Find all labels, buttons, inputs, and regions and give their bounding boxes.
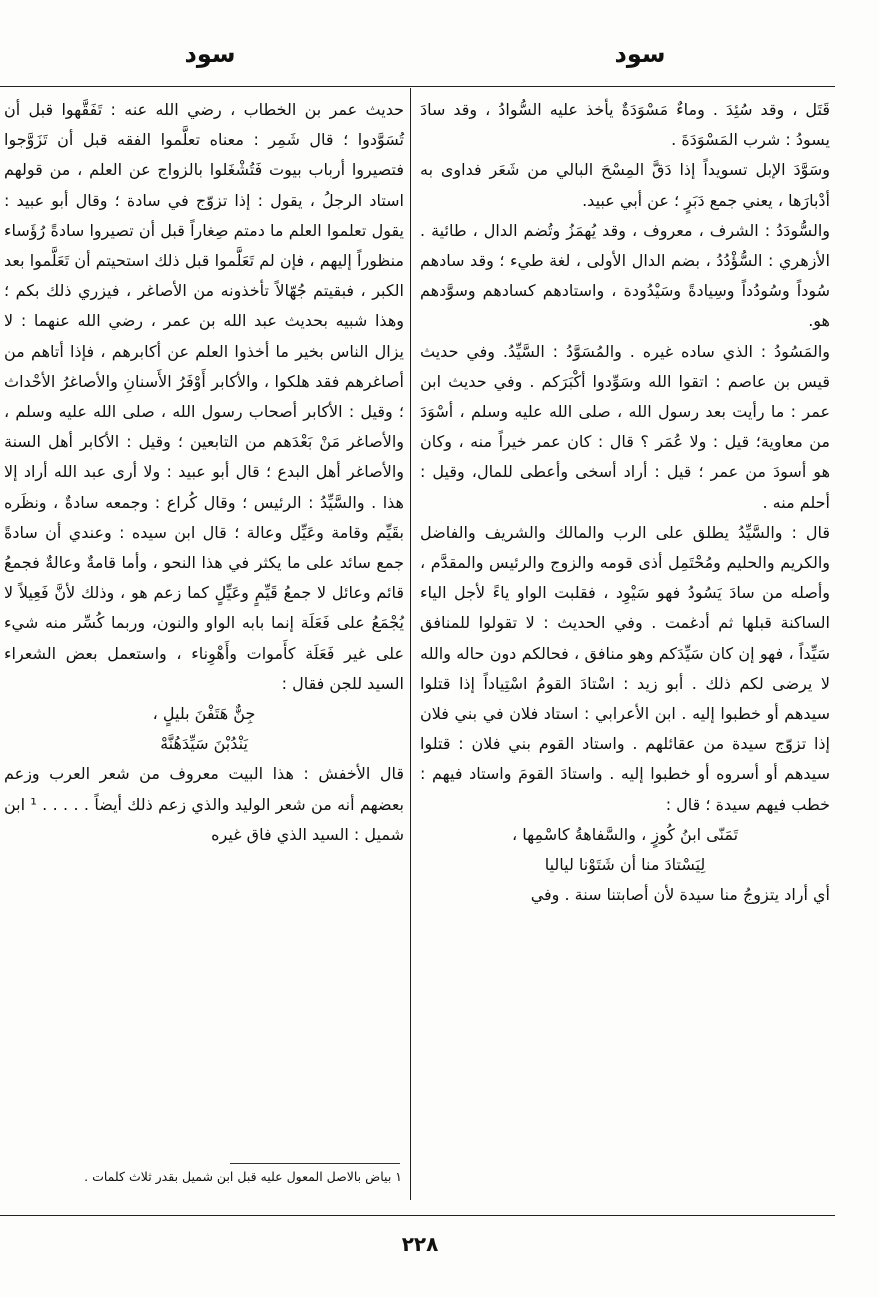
verse-line: يَنْدُبْنَ سَيِّدَهُنَّهْ bbox=[160, 734, 248, 754]
right-column bbox=[420, 95, 830, 910]
verse-line: تَمَنّى ابنُ كُوزٍ ، والسَّفاهةُ كاسْمِها ، bbox=[511, 824, 739, 844]
column-divider bbox=[410, 88, 411, 1200]
verse-line: لِيَسْتادَ منا أن شَتَوْنا لياليا bbox=[544, 855, 706, 875]
paragraph: قَتَل ، وقد سُئِدَ . وماءٌ مَسْوَدَةٌ يأخذ عليه السُّوادُ ، وقد سادَ يسودُ : شرب المَسْوَدَةَ . bbox=[420, 100, 830, 150]
paragraph: أي أراد يتزوجُ منا سيدة لأن أصابتنا سنة . وفي bbox=[530, 885, 830, 905]
paragraph: قال الأخفش : هذا البيت معروف من شعر العرب وزعم بعضهم أنه من شعر الوليد والذي زعم ذلك أيضاً . . . . . ¹ ابن شميل : السيد الذي فاق غيره bbox=[4, 764, 404, 844]
header-rule bbox=[0, 86, 835, 87]
verse-line: جِنٌّ هَتَفْنَ بليلٍ ، bbox=[152, 704, 256, 724]
paragraph: قال : والسَّيِّدُ يطلق على الرب والمالك والشريف والفاضل والكريم والحليم ومُحْتَمِل أذى قومه والزوج والرئيس والمقدَّم ، وأصله من سادَ يَسُودُ فهو سَيْوِد ، فقلبت الواو ياءً لأجل الياء الساكنة قبلها ثم أدغمت . وفي الحديث : لا تقولوا للمنافق سَيِّداً ، فهو إن كان سَيِّدَكم وهو منافق ، فحالكم دون حاله والله لا يرضى لكم ذلك . أبو زيد : اسْتادَ القومُ اسْتِياداً إذا قتلوا سيدهم أو خطبوا إليه . ابن الأعرابي : استاد فلان في بني فلان إذا تزوّج سيدة من عقائلهم . واستاد القوم بني فلان : قتلوا سيدهم أو أسروه أو خطبوا إليه . واستادَ القومَ واستاد فيهم : خطب فيهم سيدة ؛ قال : bbox=[420, 522, 830, 814]
footnote: ١ بياض بالاصل المعول عليه قبل ابن شميل بقدر ثلاث كلمات . bbox=[84, 1169, 402, 1184]
left-column bbox=[4, 95, 404, 850]
running-header-right: سود bbox=[614, 40, 666, 68]
paragraph: حديث عمر بن الخطاب ، رضي الله عنه : تَفَقَّهوا قبل أن تُسَوَّدوا ؛ قال شَمِر : معناه تعلَّموا الفقه قبل أن تَزَوَّجوا فتصيروا أرباب بيوت فَتُشْغَلوا بالزواج عن العلم ، من قولهم استاد الرجلُ ، يقول : إذا تزوّج في سادة ؛ وقال أبو عبيد : يقول تعلموا العلم ما دمتم صِغاراً قبل أن تصيروا سادةً رُؤَساء منظوراً إليهم ، فإن لم تَعَلَّموا قبل ذلك استحيتم أن تَعَلَّموا بعد الكبر ، فبقيتم جُهّالاً تأخذونه من الأصاغر ، فيزري ذلك بكم ؛ وهذا شبيه بحديث عبد الله بن عمر ، رضي الله عنهما : لا يزال الناس بخير ما أخذوا العلم عن أكابرهم ، فإذا أتاهم من أصاغرهم فقد هلكوا ، والأكابر أَوْفَرُ الأَسنانِ والأصاغرُ الأحْداث ؛ وقيل : الأكابر أصحاب رسول الله ، صلى الله عليه وسلم ، والأصاغر مَنْ بَعْدَهم من التابعين ؛ وقيل : الأكابر أهل السنة والأصاغر أهل البدع ؛ قال أبو عبيد : ولا أرى عبد الله أراد إلا هذا . والسَّيِّدُ : الرئيس ؛ وقال كُراع : وجمعه سادةٌ ، ونظَره بقَيِّم وقامة وعَيِّل وعالة ؛ قال ابن سيده : وعندي أن سادةً جمع سائد على ما يكثر في هذا النحو ، وأما قامةٌ وعالةٌ فجمعُ قائم وعائل لا جمعُ قَيِّمٍ وعَيِّلٍ كما زعم هو ، وذلك لأنَّ فَعِيلاً لا يُجْمَعُ على فَعَلَة إنما بابه الواو والنون، وربما كُسِّر منه شيء على غير فَعَلَة كأَموات وأَهْوِناء ، واستعمل بعض الشعراء السيد للجن فقال : bbox=[4, 100, 404, 693]
running-header-left: سود bbox=[184, 40, 236, 68]
paragraph: والسُّودَدُ : الشرف ، معروف ، وقد يُهمَزُ وتُضم الدال ، طائية . الأزهري : السُّؤْدُدُ ، بضم الدال الأولى ، لغة طيء ؛ وقد سادهم سُوداً وسُودُداً وسِيادةً وسَيْدُودة ، واستادهم كسادهم وسوَّدهم هو. bbox=[420, 220, 830, 331]
paragraph: والمَسُودُ : الذي ساده غيره . والمُسَوَّدُ : السَّيِّدُ. وفي حديث قيس بن عاصم : اتقوا الله وسَوِّدوا أكْبَرَكم . وفي حديث ابن عمر : ما رأيت بعد رسول الله ، صلى الله عليه وسلم ، أسْوَدَ من معاوية؛ قيل : ولا عُمَر ؟ قال : كان عمر خيراً منه ، وكان هو أسودَ من عمر ؛ قيل : أراد أسخى وأعطى للمال، وقيل : أحلم منه . bbox=[420, 341, 830, 512]
footer-rule bbox=[0, 1215, 835, 1216]
footnote-rule bbox=[230, 1163, 400, 1164]
page-number: ٢٢٨ bbox=[401, 1232, 439, 1256]
paragraph: وسَوَّدَ الإبل تسويداً إذا دَقَّ المِسْحَ البالي من شَعَر فداوى به أدْبارَها ، يعني جمع دَبَرٍ ؛ عن أبي عبيد. bbox=[420, 160, 830, 210]
